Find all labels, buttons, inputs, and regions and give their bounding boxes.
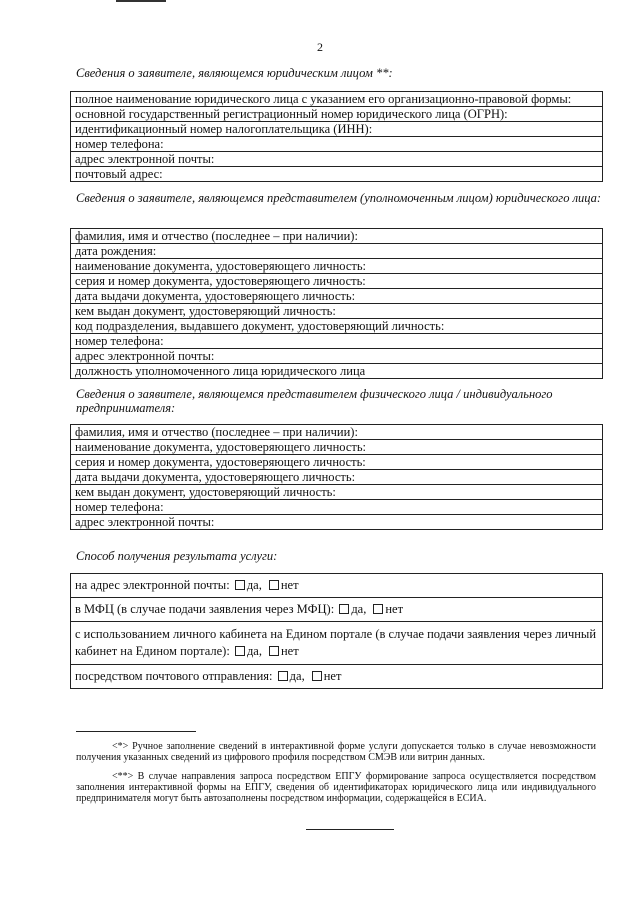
table-row [71, 485, 603, 500]
method-label: с использованием личного кабинета на Едином портале (в случае подачи заявления через личный кабинет на Едином портале): [75, 627, 597, 658]
table-row [71, 665, 603, 689]
field-division-code[interactable]: код подразделения, выдавшего документ, удостоверяющий личность: [71, 319, 603, 334]
section-title-result-method: Способ получения результата услуги: [76, 549, 278, 563]
table-row [71, 244, 603, 259]
table-row [71, 440, 603, 455]
checkbox-no-label: нет [280, 644, 299, 658]
table-row [71, 167, 603, 182]
field-id-document-name[interactable]: наименование документа, удостоверяющего личность: [71, 440, 603, 455]
checkbox-yes-label: да, [289, 669, 305, 683]
end-divider [306, 829, 394, 830]
field-id-issued-by[interactable]: кем выдан документ, удостоверяющий личность: [71, 485, 603, 500]
table-row [71, 274, 603, 289]
table-row [71, 92, 603, 107]
field-postal-address[interactable]: почтовый адрес: [71, 167, 603, 182]
footnote-1: <*> Ручное заполнение сведений в интерактивной форме услуги допускается только в случае невозможности получения указанных сведений из цифрового профиля посредством СМЭВ или витрин данных. [76, 741, 596, 763]
table-row [71, 349, 603, 364]
field-id-document-number[interactable]: серия и номер документа, удостоверяющего личность: [71, 455, 603, 470]
checkbox-no-label: нет [323, 669, 342, 683]
table-row [71, 574, 603, 598]
table-row [71, 334, 603, 349]
table-row [71, 259, 603, 274]
field-email[interactable]: адрес электронной почты: [71, 349, 603, 364]
result-method-table [70, 573, 603, 689]
checkbox-no-label: нет [385, 602, 404, 616]
table-row [71, 515, 603, 530]
table-row [71, 425, 603, 440]
section-title-legal-entity: Сведения о заявителе, являющемся юридическим лицом **: [76, 66, 393, 80]
field-id-issue-date[interactable]: дата выдачи документа, удостоверяющего личность: [71, 470, 603, 485]
method-post [71, 665, 603, 689]
section-title-individual-representative: Сведения о заявителе, являющемся представителем физического лица / индивидуального предпринимателя: [76, 387, 553, 415]
table-row [71, 319, 603, 334]
legal-representative-table [70, 228, 603, 379]
table-row [71, 152, 603, 167]
checkbox-yes-label: да, [246, 578, 262, 592]
footnote-2: <**> В случае направления запроса посредством ЕПГУ формирование запроса осуществляется посредством заполнения интерактивной формы на ЕПГУ, сведения об идентификаторах юридического лица или индивидуального предпринимателя могут быть автозаполнены посредством информации, содержащейся в ЕСИА. [76, 771, 596, 804]
checkbox-no[interactable] [312, 671, 322, 681]
legal-entity-table [70, 91, 603, 182]
table-row [71, 107, 603, 122]
field-full-name[interactable]: полное наименование юридического лица с указанием его организационно-правовой формы: [71, 92, 603, 107]
method-label: на адрес электронной почты: [75, 578, 230, 592]
footnote-divider [76, 731, 196, 732]
table-row [71, 470, 603, 485]
table-row [71, 455, 603, 470]
top-edge-mark [116, 0, 166, 2]
field-phone[interactable]: номер телефона: [71, 334, 603, 349]
checkbox-no-label: нет [280, 578, 299, 592]
checkbox-no[interactable] [373, 604, 383, 614]
method-portal-cabinet [71, 622, 603, 665]
table-row [71, 289, 603, 304]
individual-representative-table [70, 424, 603, 530]
checkbox-yes-label: да, [351, 602, 367, 616]
method-label: посредством почтового отправления: [75, 669, 273, 683]
field-phone[interactable]: номер телефона: [71, 137, 603, 152]
field-id-issue-date[interactable]: дата выдачи документа, удостоверяющего личность: [71, 289, 603, 304]
method-label: в МФЦ (в случае подачи заявления через МФЦ): [75, 602, 335, 616]
field-phone[interactable]: номер телефона: [71, 500, 603, 515]
field-email[interactable]: адрес электронной почты: [71, 515, 603, 530]
checkbox-yes[interactable] [339, 604, 349, 614]
table-row [71, 137, 603, 152]
field-email[interactable]: адрес электронной почты: [71, 152, 603, 167]
field-id-document-number[interactable]: серия и номер документа, удостоверяющего личность: [71, 274, 603, 289]
table-row [71, 304, 603, 319]
table-row [71, 622, 603, 665]
checkbox-no[interactable] [269, 580, 279, 590]
field-id-document-name[interactable]: наименование документа, удостоверяющего личность: [71, 259, 603, 274]
method-email [71, 574, 603, 598]
table-row [71, 500, 603, 515]
field-birth-date[interactable]: дата рождения: [71, 244, 603, 259]
page-number: 2 [317, 40, 323, 54]
method-mfc [71, 598, 603, 622]
checkbox-yes-label: да, [246, 644, 262, 658]
table-row [71, 598, 603, 622]
field-inn[interactable]: идентификационный номер налогоплательщика (ИНН): [71, 122, 603, 137]
field-full-name[interactable]: фамилия, имя и отчество (последнее – при наличии): [71, 229, 603, 244]
field-id-issued-by[interactable]: кем выдан документ, удостоверяющий личность: [71, 304, 603, 319]
checkbox-yes[interactable] [235, 580, 245, 590]
table-row [71, 122, 603, 137]
field-position[interactable]: должность уполномоченного лица юридического лица [71, 364, 603, 379]
field-full-name[interactable]: фамилия, имя и отчество (последнее – при наличии): [71, 425, 603, 440]
table-row [71, 229, 603, 244]
section-title-legal-representative: Сведения о заявителе, являющемся представителем (уполномоченным лицом) юридического лица: [76, 191, 602, 205]
table-row [71, 364, 603, 379]
checkbox-yes[interactable] [235, 646, 245, 656]
field-ogrn[interactable]: основной государственный регистрационный номер юридического лица (ОГРН): [71, 107, 603, 122]
checkbox-yes[interactable] [278, 671, 288, 681]
checkbox-no[interactable] [269, 646, 279, 656]
